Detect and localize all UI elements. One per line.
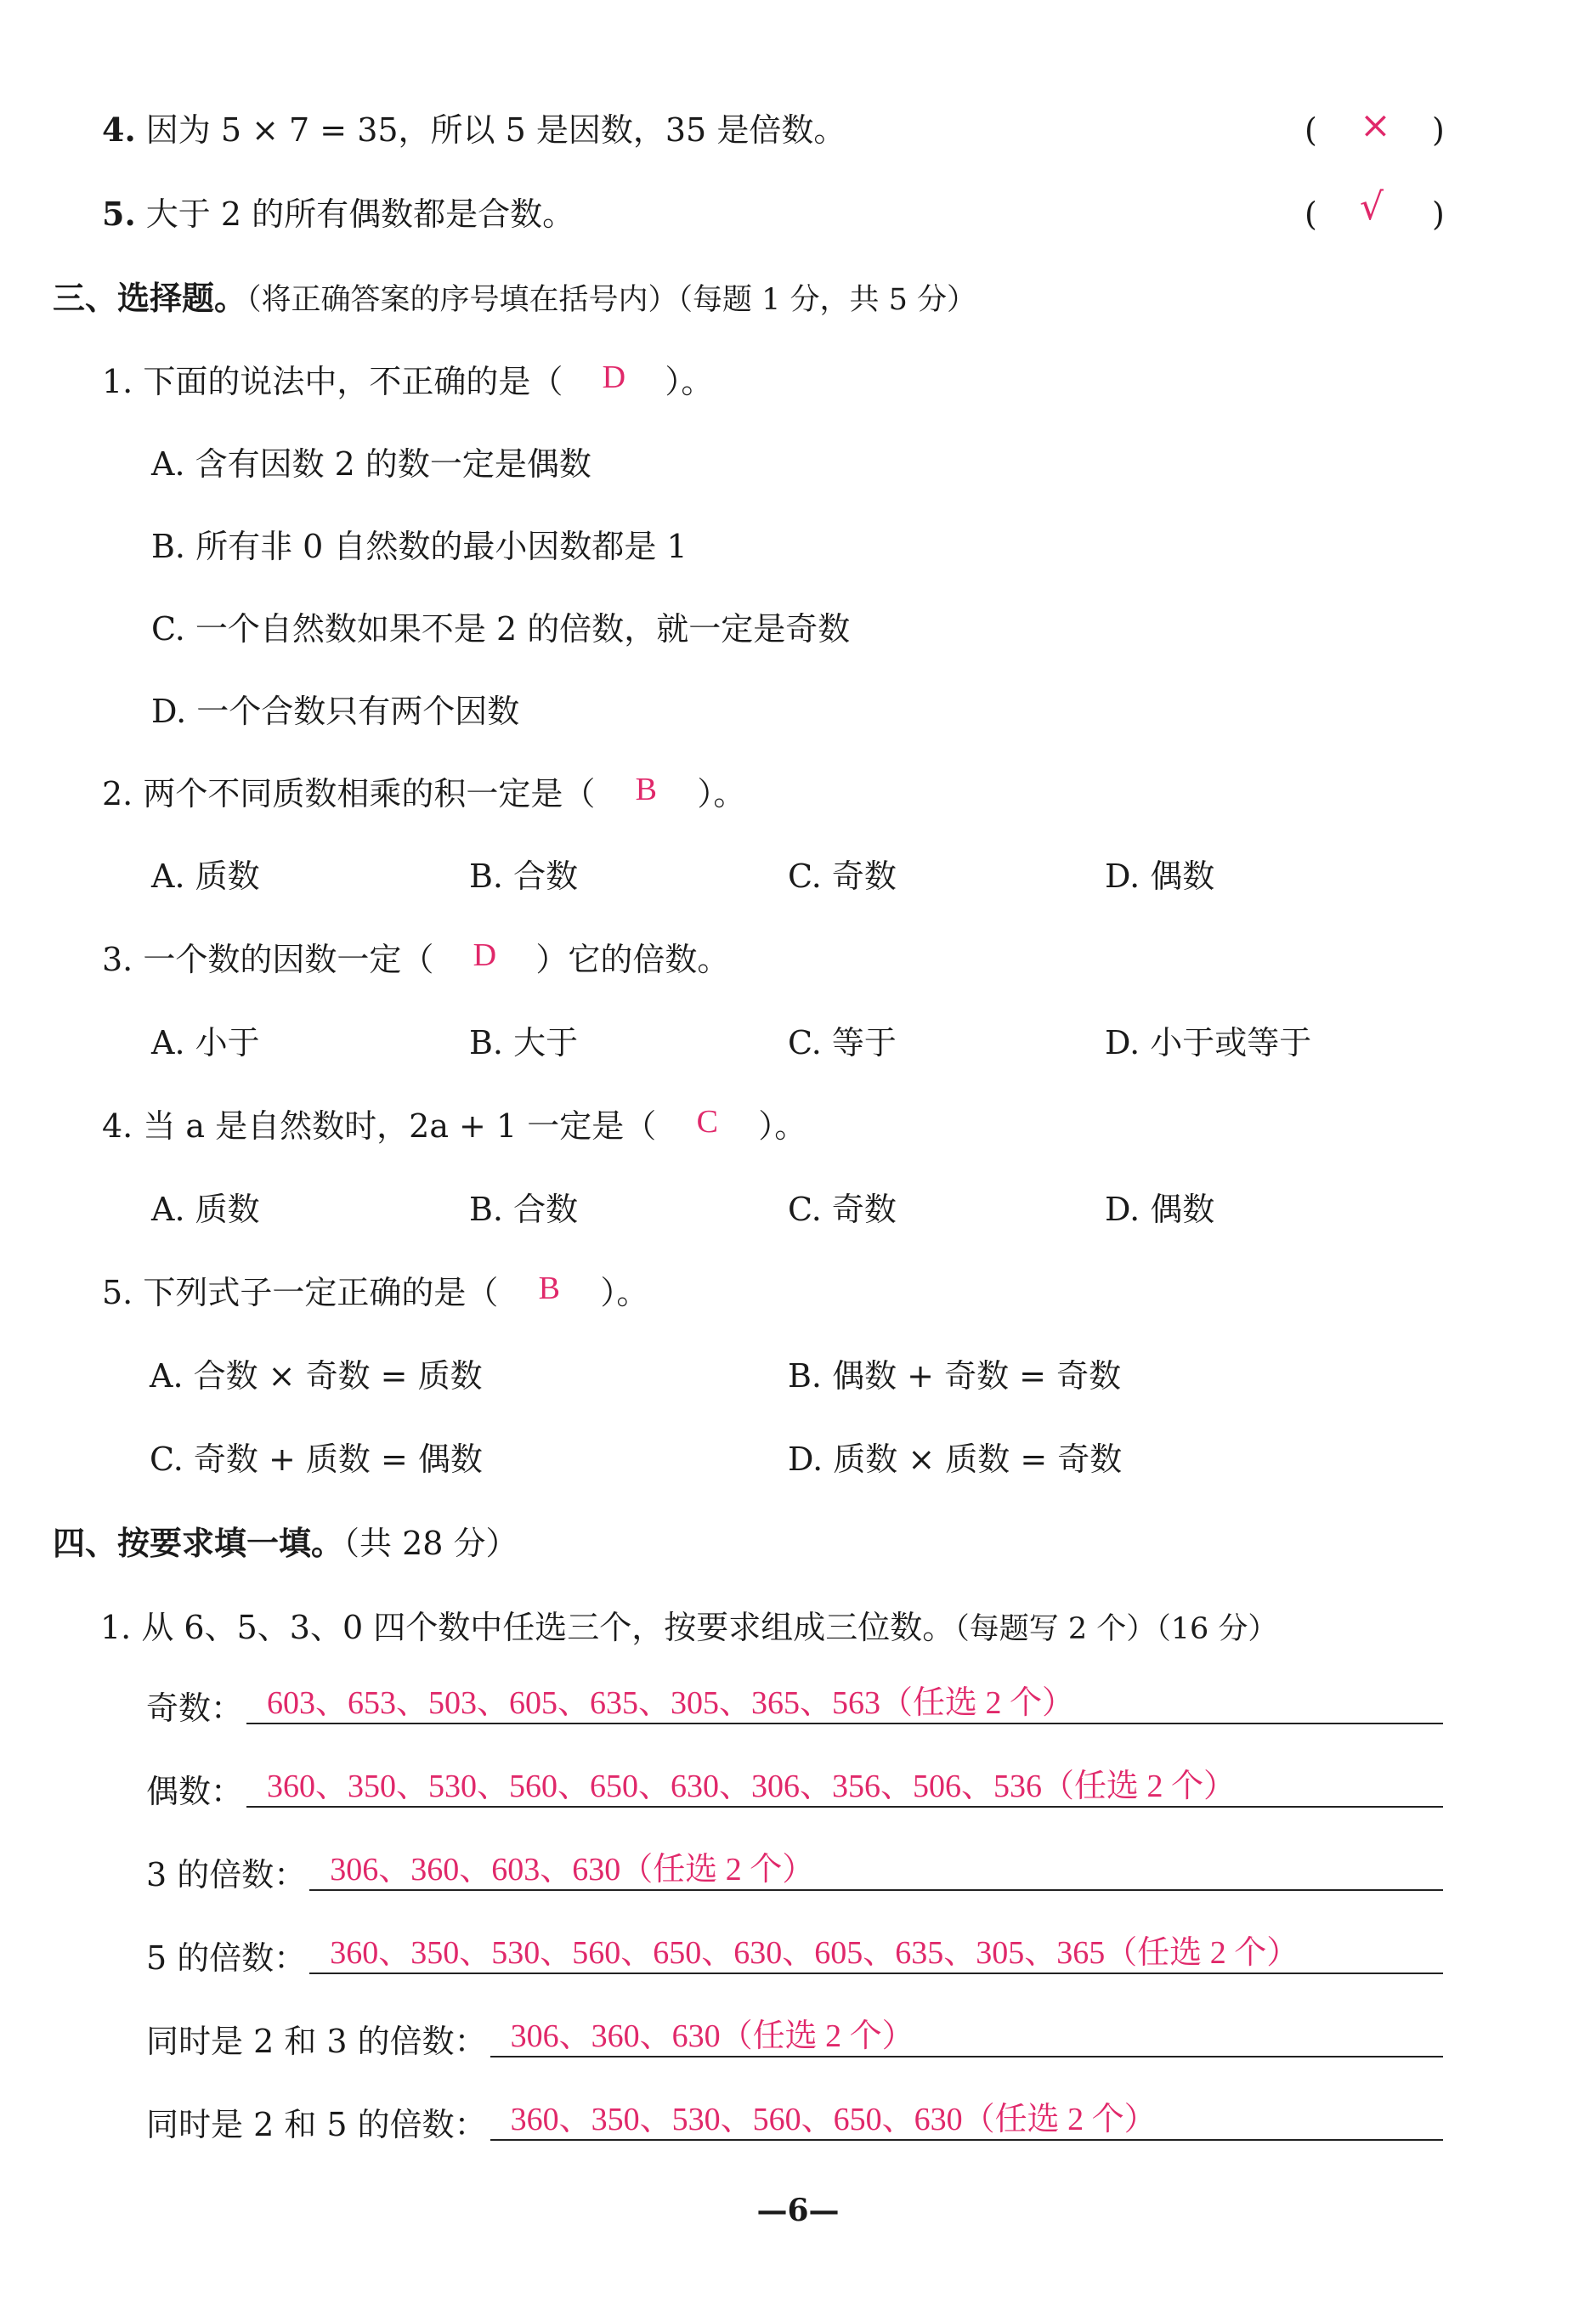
choice-q1-stem-after: ）。 [665,363,714,400]
judge-q4 [102,110,846,149]
choice-q3-option-d: D. 小于或等于 [1105,1024,1312,1061]
judge-q4-text: 因为 5 × 7 = 35，所以 5 是因数，35 是倍数。 [145,111,846,149]
choice-q1-answer: D [602,359,626,395]
choice-q2-option-b: B. 合数 [469,858,579,895]
judge-q5 [102,195,575,233]
fill-answer-multiple-5: 360、350、530、560、650、630、605、635、305、365（任选 2 个） [330,1935,1299,1971]
choice-q2-option-c: C. 奇数 [788,858,897,895]
choice-q4-stem-after: ）。 [758,1107,807,1145]
choice-q1-option-a: A. 含有因数 2 的数一定是偶数 [151,445,591,483]
fill-row-multiple-2-3 [146,2018,1443,2060]
section4-q1-note: （每题写 2 个）（16 分） [954,1612,1278,1646]
choice-q1-stem [102,359,714,400]
fill-blank-multiple-2-5[interactable] [490,2103,1443,2141]
judge-q5-paren-close: ) [1432,195,1445,233]
fill-row-multiple-3 [146,1853,1443,1891]
fill-label-multiple-5: 5 的倍数： [146,1939,307,1977]
section4-q1-stem [100,1611,1277,1644]
choice-q2-option-d: D. 偶数 [1105,858,1215,895]
judge-q4-paren-close: ) [1432,111,1445,149]
fill-label-multiple-2-3: 同时是 2 和 3 的倍数： [146,2023,487,2060]
section4-title: 四、按要求填一填。 [53,1524,344,1562]
judge-q4-mark: × [1360,104,1391,147]
choice-q4-option-c: C. 奇数 [788,1191,897,1228]
fill-row-multiple-5 [146,1935,1443,1977]
choice-q4-option-b: B. 合数 [469,1191,579,1228]
fill-blank-odd[interactable] [246,1686,1443,1724]
fill-answer-odd: 603、653、503、605、635、305、365、563（任选 2 个） [267,1685,1075,1721]
choice-q3-stem [102,937,730,978]
section4-note: （共 28 分） [343,1525,518,1562]
choice-q4-answer: C [696,1104,718,1140]
choice-q5-option-b: B. 偶数 + 奇数 = 奇数 [788,1357,1122,1395]
fill-answer-even: 360、350、530、560、650、630、306、356、506、536（任选 2 个） [267,1769,1237,1804]
judge-q4-num: 4. [102,110,136,149]
choice-q3-option-c: C. 等于 [788,1024,897,1061]
choice-q5-option-d: D. 质数 × 质数 = 奇数 [788,1440,1123,1478]
choice-q3-option-a: A. 小于 [151,1024,260,1061]
fill-blank-even[interactable] [246,1769,1443,1808]
choice-q2-option-a: A. 质数 [151,858,260,895]
choice-q1-option-b: B. 所有非 0 自然数的最小因数都是 1 [151,528,688,565]
choice-q2-answer: B [635,772,658,807]
choice-q1-stem-before: 1. 下面的说法中，不正确的是（ [102,363,563,400]
choice-q5-option-a: A. 合数 × 奇数 = 质数 [150,1357,483,1395]
choice-q1-option-c: C. 一个自然数如果不是 2 的倍数，就一定是奇数 [151,610,851,648]
section3-heading [53,279,977,317]
choice-q3-answer: D [473,937,497,973]
choice-q2-stem [102,772,746,812]
section4-heading [53,1524,518,1562]
fill-blank-multiple-2-3[interactable] [490,2019,1443,2057]
fill-label-multiple-2-5: 同时是 2 和 5 的倍数： [146,2106,487,2143]
fill-label-odd: 奇数： [146,1690,244,1727]
section3-title: 三、选择题。 [53,279,247,317]
choice-q5-option-c: C. 奇数 + 质数 = 偶数 [150,1440,483,1478]
section4-q1-text: 1. 从 6、5、3、0 四个数中任选三个，按要求组成三位数。 [100,1609,955,1646]
choice-q1-option-d: D. 一个合数只有两个因数 [151,693,520,730]
page-number: —6— [756,2193,840,2228]
choice-q4-option-a: A. 质数 [151,1191,260,1228]
choice-q2-stem-after: ）。 [697,775,746,812]
judge-q5-text: 大于 2 的所有偶数都是合数。 [145,195,575,233]
fill-row-even [146,1769,1443,1808]
fill-answer-multiple-3: 306、360、603、630（任选 2 个） [330,1852,815,1888]
choice-q4-stem-before: 4. 当 a 是自然数时，2a + 1 一定是（ [102,1107,657,1145]
choice-q3-option-b: B. 大于 [469,1024,579,1061]
fill-answer-multiple-2-5: 360、350、530、560、650、630（任选 2 个） [510,2102,1157,2137]
choice-q2-stem-before: 2. 两个不同质数相乘的积一定是（ [102,775,596,812]
judge-q5-paren-open: ( [1305,195,1317,233]
fill-answer-multiple-2-3: 306、360、630（任选 2 个） [510,2018,914,2054]
judge-q4-paren-open: ( [1305,111,1317,149]
fill-label-even: 偶数： [146,1773,244,1810]
choice-q4-option-d: D. 偶数 [1105,1191,1215,1228]
choice-q3-stem-before: 3. 一个数的因数一定（ [102,941,434,978]
fill-blank-multiple-3[interactable] [309,1853,1443,1891]
choice-q4-stem [102,1104,807,1145]
fill-row-multiple-2-5 [146,2103,1443,2141]
judge-q5-num: 5. [102,195,136,233]
choice-q3-stem-after: ）它的倍数。 [535,941,730,978]
judge-q5-mark: √ [1360,185,1384,229]
fill-row-odd [146,1685,1443,1727]
choice-q5-stem-before: 5. 下列式子一定正确的是（ [102,1274,499,1311]
choice-q5-stem-after: ）。 [600,1274,649,1311]
section3-note: （将正确答案的序号填在括号内）（每题 1 分，共 5 分） [246,283,977,317]
fill-label-multiple-3: 3 的倍数： [146,1856,307,1893]
choice-q5-answer: B [538,1271,561,1306]
fill-blank-multiple-5[interactable] [309,1936,1443,1974]
choice-q5-stem [102,1271,649,1311]
